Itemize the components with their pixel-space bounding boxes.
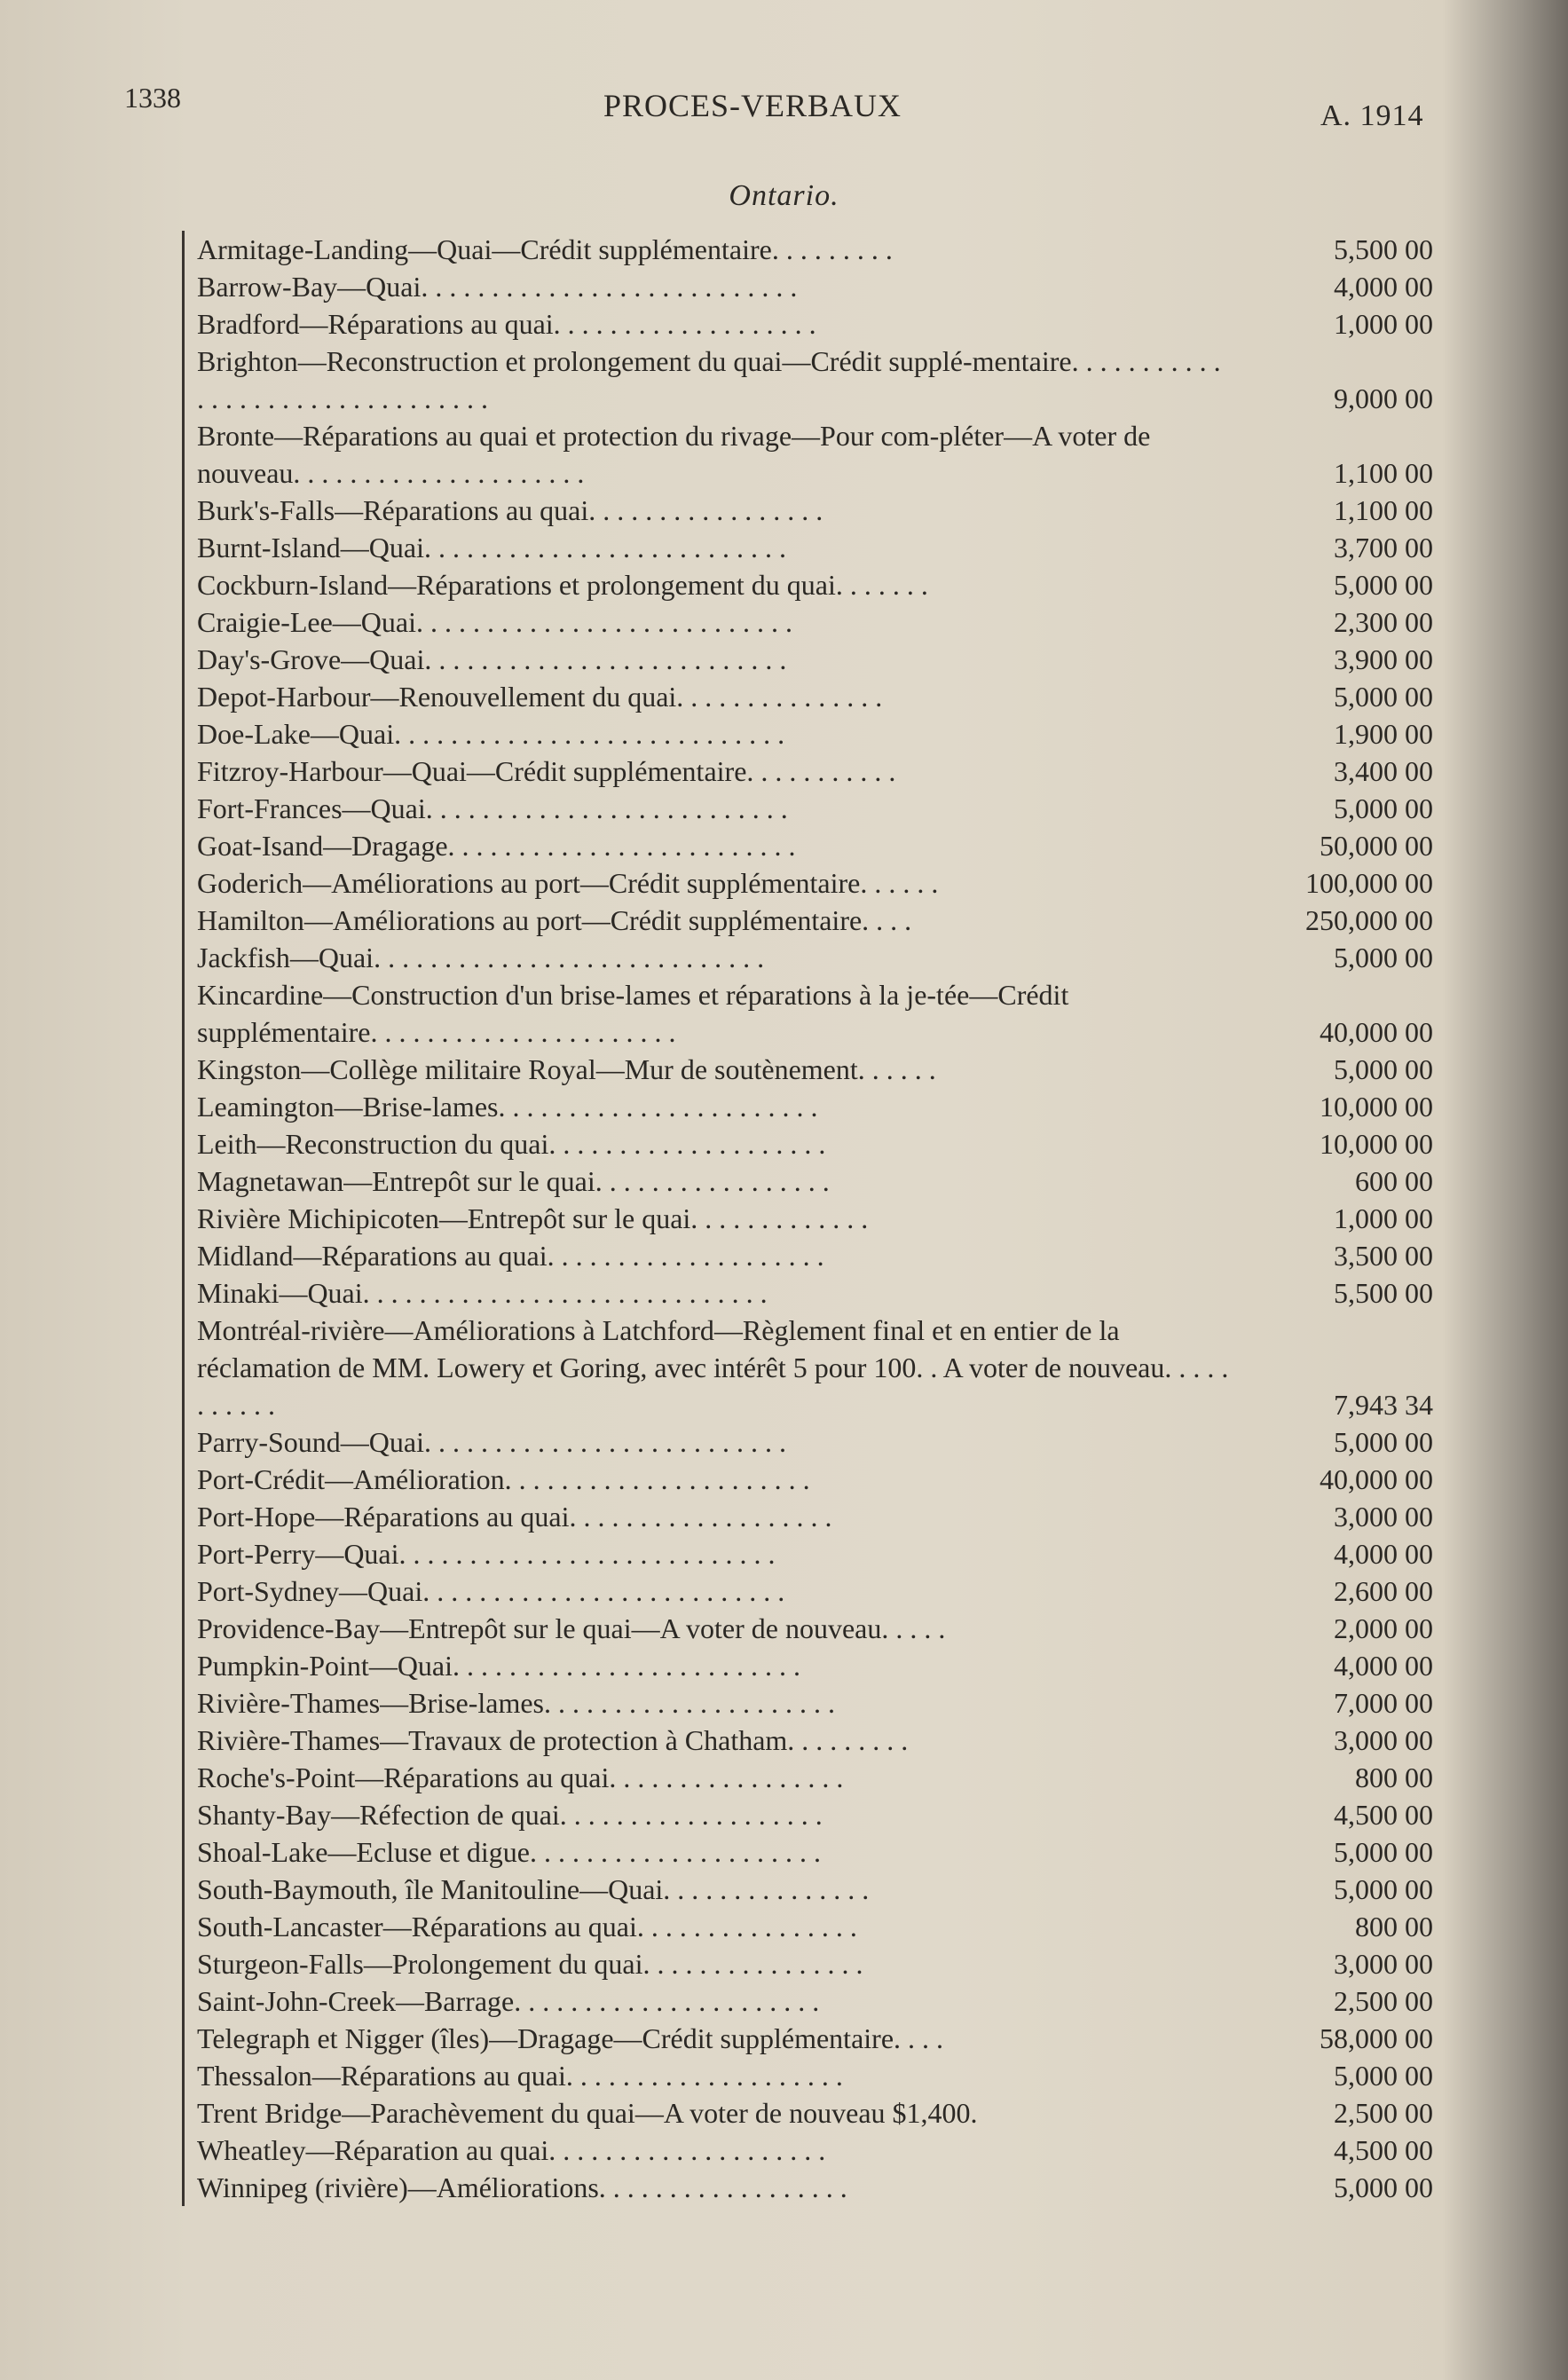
list-item: [182, 1051, 1433, 1088]
document-reference: A. 1914: [1320, 99, 1424, 132]
list-item: [182, 1833, 1433, 1871]
entry-amount: 1,100 00: [1334, 494, 1433, 526]
entry-description: Fitzroy-Harbour—Quai—Crédit supplémentaire. . . . . . . . . . .: [182, 753, 1229, 790]
entry-amount: 10,000 00: [1320, 1091, 1433, 1123]
entry-amount: 5,000 00: [1334, 681, 1433, 713]
entry-description: Kincardine—Construction d'un brise-lames et réparations à la je-tée—Crédit supplémentaire. . . . . . . . . . . . . . . . . . . . . .: [182, 976, 1229, 1051]
entry-amount: 100,000 00: [1305, 867, 1433, 899]
list-item: [182, 1647, 1433, 1684]
entry-amount: 3,000 00: [1334, 1948, 1433, 1980]
entry-amount: 3,500 00: [1334, 1240, 1433, 1272]
entry-amount: 3,400 00: [1334, 755, 1433, 787]
entry-description: Telegraph et Nigger (îles)—Dragage—Crédit supplémentaire. . . .: [182, 2020, 1229, 2057]
list-item: [182, 1796, 1433, 1833]
entry-description: Goat-Isand—Dragage. . . . . . . . . . . . . . . . . . . . . . . . .: [182, 827, 1229, 864]
list-item: [182, 1461, 1433, 1498]
entry-description: Minaki—Quai. . . . . . . . . . . . . . . . . . . . . . . . . . . . .: [182, 1274, 1229, 1312]
list-item: [182, 1088, 1433, 1125]
entry-description: Port-Hope—Réparations au quai. . . . . . . . . . . . . . . . . . .: [182, 1498, 1229, 1535]
list-item: [182, 715, 1433, 753]
entry-description: Day's-Grove—Quai. . . . . . . . . . . . . . . . . . . . . . . . . .: [182, 641, 1229, 678]
page-header: [124, 82, 1446, 135]
entry-amount: 5,000 00: [1334, 1426, 1433, 1458]
entry-description: Bronte—Réparations au quai et protection du rivage—Pour com-pléter—A voter de nouveau. . . . . . . . . . . . . . . . . . . . .: [182, 417, 1229, 492]
list-item: [182, 1498, 1433, 1535]
list-item: [182, 2094, 1433, 2132]
list-item: [182, 864, 1433, 902]
list-item: [182, 678, 1433, 715]
entry-amount: 3,000 00: [1334, 1724, 1433, 1756]
list-item: [182, 753, 1433, 790]
entry-amount: 10,000 00: [1320, 1128, 1433, 1160]
entry-amount: 2,000 00: [1334, 1612, 1433, 1644]
entry-amount: 1,000 00: [1334, 308, 1433, 340]
entry-amount: 4,000 00: [1334, 271, 1433, 303]
entry-description: Rivière-Thames—Travaux de protection à Chatham. . . . . . . . .: [182, 1722, 1229, 1759]
list-item: [182, 1610, 1433, 1647]
list-item: [182, 1200, 1433, 1237]
entry-amount: 5,000 00: [1334, 569, 1433, 601]
entry-description: South-Baymouth, île Manitouline—Quai. . . . . . . . . . . . . . .: [182, 1871, 1229, 1908]
entry-description: Pumpkin-Point—Quai. . . . . . . . . . . . . . . . . . . . . . . . .: [182, 1647, 1229, 1684]
entry-description: Sturgeon-Falls—Prolongement du quai. . . . . . . . . . . . . . . .: [182, 1945, 1229, 1982]
entry-amount: 58,000 00: [1320, 2022, 1433, 2054]
entry-description: Shanty-Bay—Réfection de quai. . . . . . . . . . . . . . . . . . .: [182, 1796, 1229, 1833]
entry-description: Depot-Harbour—Renouvellement du quai. . . . . . . . . . . . . . .: [182, 678, 1229, 715]
list-item: [182, 976, 1433, 1051]
entry-description: Port-Perry—Quai. . . . . . . . . . . . . . . . . . . . . . . . . . .: [182, 1535, 1229, 1572]
entry-amount: 600 00: [1355, 1165, 1433, 1197]
list-item: [182, 2132, 1433, 2169]
entry-description: Cockburn-Island—Réparations et prolongement du quai. . . . . . .: [182, 566, 1229, 603]
list-item: [182, 790, 1433, 827]
list-item: [182, 492, 1433, 529]
page-number: 1338: [124, 82, 181, 114]
list-item: [182, 529, 1433, 566]
entry-description: South-Lancaster—Réparations au quai. . . . . . . . . . . . . . . .: [182, 1908, 1229, 1945]
list-item: [182, 1945, 1433, 1982]
entry-amount: 800 00: [1355, 1761, 1433, 1793]
entry-amount: 4,500 00: [1334, 2134, 1433, 2166]
entry-amount: 5,000 00: [1334, 2171, 1433, 2203]
entry-description: Trent Bridge—Parachèvement du quai—A voter de nouveau $1,400.: [182, 2094, 1229, 2132]
list-item: [182, 268, 1433, 305]
entry-amount: 5,000 00: [1334, 1053, 1433, 1085]
entry-description: Providence-Bay—Entrepôt sur le quai—A voter de nouveau. . . . .: [182, 1610, 1229, 1647]
entry-description: Jackfish—Quai. . . . . . . . . . . . . . . . . . . . . . . . . . . .: [182, 939, 1229, 976]
entry-description: Brighton—Reconstruction et prolongement du quai—Crédit supplé-mentaire. . . . . . . . . . . . . . . . . . . . . . . . . . . . . . . .: [182, 343, 1229, 417]
list-item: [182, 2020, 1433, 2057]
list-item: [182, 1982, 1433, 2020]
list-item: [182, 1274, 1433, 1312]
entry-amount: 5,000 00: [1334, 942, 1433, 973]
list-item: [182, 1312, 1433, 1423]
list-item: [182, 417, 1433, 492]
entry-amount: 9,000 00: [1334, 382, 1433, 414]
appropriations-list: [182, 231, 1433, 2206]
entry-amount: 4,500 00: [1334, 1799, 1433, 1831]
entry-description: Leith—Reconstruction du quai. . . . . . . . . . . . . . . . . . . .: [182, 1125, 1229, 1162]
entry-amount: 5,000 00: [1334, 1836, 1433, 1868]
entry-description: Hamilton—Améliorations au port—Crédit supplémentaire. . . .: [182, 902, 1229, 939]
entry-description: Wheatley—Réparation au quai. . . . . . . . . . . . . . . . . . . .: [182, 2132, 1229, 2169]
list-item: [182, 603, 1433, 641]
list-item: [182, 1125, 1433, 1162]
entry-description: Rivière Michipicoten—Entrepôt sur le quai. . . . . . . . . . . . .: [182, 1200, 1229, 1237]
list-item: [182, 2057, 1433, 2094]
entry-description: Winnipeg (rivière)—Améliorations. . . . . . . . . . . . . . . . . .: [182, 2169, 1229, 2206]
list-item: [182, 1423, 1433, 1461]
list-item: [182, 1908, 1433, 1945]
list-item: [182, 1162, 1433, 1200]
entry-description: Port-Sydney—Quai. . . . . . . . . . . . . . . . . . . . . . . . . .: [182, 1572, 1229, 1610]
entry-description: Barrow-Bay—Quai. . . . . . . . . . . . . . . . . . . . . . . . . . .: [182, 268, 1229, 305]
entry-description: Montréal-rivière—Améliorations à Latchford—Règlement final et en entier de la réclamation de MM. Lowery et Goring, avec intérêt 5 pour 100. . A voter de nouveau. . . . . . . . . . .: [182, 1312, 1229, 1423]
entry-amount: 3,000 00: [1334, 1501, 1433, 1533]
entry-amount: 4,000 00: [1334, 1538, 1433, 1570]
list-item: [182, 641, 1433, 678]
entry-description: Bradford—Réparations au quai. . . . . . . . . . . . . . . . . . .: [182, 305, 1229, 343]
entry-description: Craigie-Lee—Quai. . . . . . . . . . . . . . . . . . . . . . . . . . .: [182, 603, 1229, 641]
list-item: [182, 1871, 1433, 1908]
entry-amount: 2,500 00: [1334, 2097, 1433, 2129]
entry-description: Midland—Réparations au quai. . . . . . . . . . . . . . . . . . . .: [182, 1237, 1229, 1274]
list-item: [182, 902, 1433, 939]
entry-description: Kingston—Collège militaire Royal—Mur de soutènement. . . . . .: [182, 1051, 1229, 1088]
entry-amount: 2,500 00: [1334, 1985, 1433, 2017]
entry-description: Fort-Frances—Quai. . . . . . . . . . . . . . . . . . . . . . . . . .: [182, 790, 1229, 827]
entry-amount: 2,600 00: [1334, 1575, 1433, 1607]
list-item: [182, 1759, 1433, 1796]
entry-amount: 1,900 00: [1334, 718, 1433, 750]
entry-amount: 5,000 00: [1334, 2060, 1433, 2092]
entry-amount: 40,000 00: [1320, 1463, 1433, 1495]
list-item: [182, 1684, 1433, 1722]
entry-amount: 5,500 00: [1334, 1277, 1433, 1309]
entry-amount: 800 00: [1355, 1911, 1433, 1943]
entry-amount: 250,000 00: [1305, 904, 1433, 936]
entry-description: Leamington—Brise-lames. . . . . . . . . . . . . . . . . . . . . . .: [182, 1088, 1229, 1125]
entry-description: Port-Crédit—Amélioration. . . . . . . . . . . . . . . . . . . . . .: [182, 1461, 1229, 1498]
entry-amount: 3,900 00: [1334, 643, 1433, 675]
entry-description: Burnt-Island—Quai. . . . . . . . . . . . . . . . . . . . . . . . . .: [182, 529, 1229, 566]
entry-description: Doe-Lake—Quai. . . . . . . . . . . . . . . . . . . . . . . . . . . .: [182, 715, 1229, 753]
section-title: Ontario.: [729, 179, 839, 212]
entry-amount: 40,000 00: [1320, 1016, 1433, 1048]
list-item: [182, 1722, 1433, 1759]
entry-amount: 3,700 00: [1334, 532, 1433, 563]
entry-description: Rivière-Thames—Brise-lames. . . . . . . . . . . . . . . . . . . . .: [182, 1684, 1229, 1722]
entry-amount: 1,100 00: [1334, 457, 1433, 489]
list-item: [182, 343, 1433, 417]
list-item: [182, 1237, 1433, 1274]
running-title: PROCES-VERBAUX: [603, 88, 902, 123]
entry-description: Magnetawan—Entrepôt sur le quai. . . . . . . . . . . . . . . . .: [182, 1162, 1229, 1200]
entry-amount: 7,000 00: [1334, 1687, 1433, 1719]
entry-amount: 2,300 00: [1334, 606, 1433, 638]
list-item: [182, 305, 1433, 343]
entry-amount: 5,000 00: [1334, 1873, 1433, 1905]
entry-amount: 1,000 00: [1334, 1202, 1433, 1234]
entry-amount: 4,000 00: [1334, 1650, 1433, 1682]
list-item: [182, 1535, 1433, 1572]
entry-amount: 5,500 00: [1334, 233, 1433, 265]
list-item: [182, 1572, 1433, 1610]
entry-amount: 7,943 34: [1334, 1389, 1433, 1421]
list-item: [182, 939, 1433, 976]
entry-description: Roche's-Point—Réparations au quai. . . . . . . . . . . . . . . . .: [182, 1759, 1229, 1796]
entry-description: Parry-Sound—Quai. . . . . . . . . . . . . . . . . . . . . . . . . .: [182, 1423, 1229, 1461]
entry-description: Shoal-Lake—Ecluse et digue. . . . . . . . . . . . . . . . . . . . .: [182, 1833, 1229, 1871]
entry-description: Burk's-Falls—Réparations au quai. . . . . . . . . . . . . . . . .: [182, 492, 1229, 529]
list-item: [182, 2169, 1433, 2206]
entry-description: Thessalon—Réparations au quai. . . . . . . . . . . . . . . . . . . .: [182, 2057, 1229, 2094]
entry-description: Saint-John-Creek—Barrage. . . . . . . . . . . . . . . . . . . . . .: [182, 1982, 1229, 2020]
entry-description: Goderich—Améliorations au port—Crédit supplémentaire. . . . . .: [182, 864, 1229, 902]
list-item: [182, 827, 1433, 864]
list-item: [182, 231, 1433, 268]
entry-description: Armitage-Landing—Quai—Crédit supplémentaire. . . . . . . . .: [182, 231, 1229, 268]
list-item: [182, 566, 1433, 603]
entry-amount: 5,000 00: [1334, 792, 1433, 824]
entry-amount: 50,000 00: [1320, 830, 1433, 862]
